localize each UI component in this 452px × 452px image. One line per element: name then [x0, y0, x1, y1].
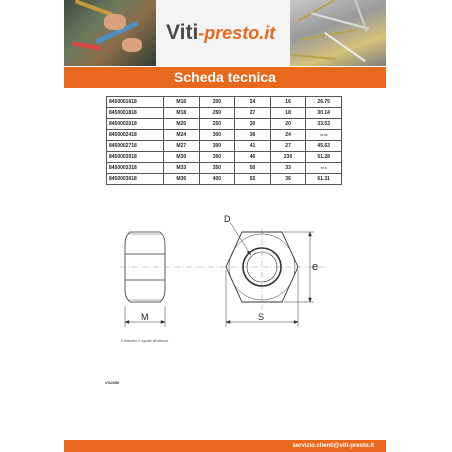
table-cell: M36 — [164, 174, 200, 185]
table-cell: 18 — [270, 108, 306, 119]
page-title: Scheda tecnica — [64, 67, 386, 88]
table-cell: 400 — [199, 174, 235, 185]
nut-drawing — [112, 210, 332, 340]
table-cell: 55.8 — [306, 163, 342, 174]
table-row — [107, 130, 342, 141]
table-cell-code: 8450002418 — [107, 130, 164, 141]
table-row — [107, 97, 342, 108]
table-cell: 200 — [199, 97, 235, 108]
table-cell-code: 8450002018 — [107, 119, 164, 130]
footer-email-link[interactable]: servizio.clienti@viti-presto.it — [292, 443, 374, 449]
logo-part-1: Viti — [166, 21, 199, 44]
table-cell: 27 — [235, 108, 271, 119]
table-cell: 350 — [199, 163, 235, 174]
table-cell: 55 — [235, 174, 271, 185]
table-cell: 50 — [235, 163, 271, 174]
dimension-d — [230, 222, 251, 255]
table-cell: 45.63 — [306, 141, 342, 152]
table-cell: 26.75 — [306, 97, 342, 108]
table-cell: M20 — [164, 119, 200, 130]
table-cell: 61.31 — [306, 174, 342, 185]
dimension-note: Il diametro è uguale all'altezza. — [121, 339, 169, 343]
table-cell: M30 — [164, 152, 200, 163]
table-cell: 46 — [235, 152, 271, 163]
table-cell: 41 — [235, 141, 271, 152]
footer-bar — [64, 440, 386, 452]
table-cell: 30.14 — [306, 108, 342, 119]
table-cell: 36 — [270, 174, 306, 185]
table-cell: M16 — [164, 97, 200, 108]
table-cell-code: 8450001818 — [107, 108, 164, 119]
table-cell: 250 — [199, 119, 235, 130]
table-row — [107, 174, 342, 185]
technical-sheet — [64, 0, 386, 452]
table-cell: 300 — [199, 130, 235, 141]
table-cell: 30 — [235, 119, 271, 130]
table-cell: M24 — [164, 130, 200, 141]
product-code: VS2450 — [105, 380, 120, 385]
table-cell-code: 8450002718 — [107, 141, 164, 152]
table-cell-code: 8450001618 — [107, 97, 164, 108]
label-s: S — [258, 312, 265, 322]
site-logo[interactable] — [166, 16, 286, 50]
label-d: D — [224, 214, 231, 224]
table-cell: 24 — [270, 130, 306, 141]
screws-photo — [290, 0, 386, 66]
table-cell: 51.28 — [306, 152, 342, 163]
table-row — [107, 108, 342, 119]
table-cell: M33 — [164, 163, 200, 174]
table-row — [107, 163, 342, 174]
table-cell: 250 — [199, 108, 235, 119]
table-cell: 33 — [270, 163, 306, 174]
table-cell-code: 8450003018 — [107, 152, 164, 163]
table-cell: 36 — [235, 130, 271, 141]
table-row — [107, 119, 342, 130]
table-cell-code: 8450003318 — [107, 163, 164, 174]
table-row — [107, 152, 342, 163]
header-banner — [64, 0, 386, 66]
specs-table — [106, 96, 342, 185]
table-cell: 20 — [270, 119, 306, 130]
logo-part-2: -presto.it — [198, 23, 276, 43]
table-cell: 300 — [199, 141, 235, 152]
table-cell-code: 8450003618 — [107, 174, 164, 185]
table-cell: 24 — [235, 97, 271, 108]
table-cell: 350 — [199, 152, 235, 163]
label-m: M — [141, 312, 149, 322]
table-cell: 27 — [270, 141, 306, 152]
table-cell: M27 — [164, 141, 200, 152]
table-cell: 16 — [270, 97, 306, 108]
table-cell: M18 — [164, 108, 200, 119]
table-cell: 39.98 — [306, 130, 342, 141]
table-cell: 230 — [270, 152, 306, 163]
table-row — [107, 141, 342, 152]
table-cell: 33.53 — [306, 119, 342, 130]
label-e: e — [312, 261, 319, 273]
tools-photo — [64, 0, 156, 66]
